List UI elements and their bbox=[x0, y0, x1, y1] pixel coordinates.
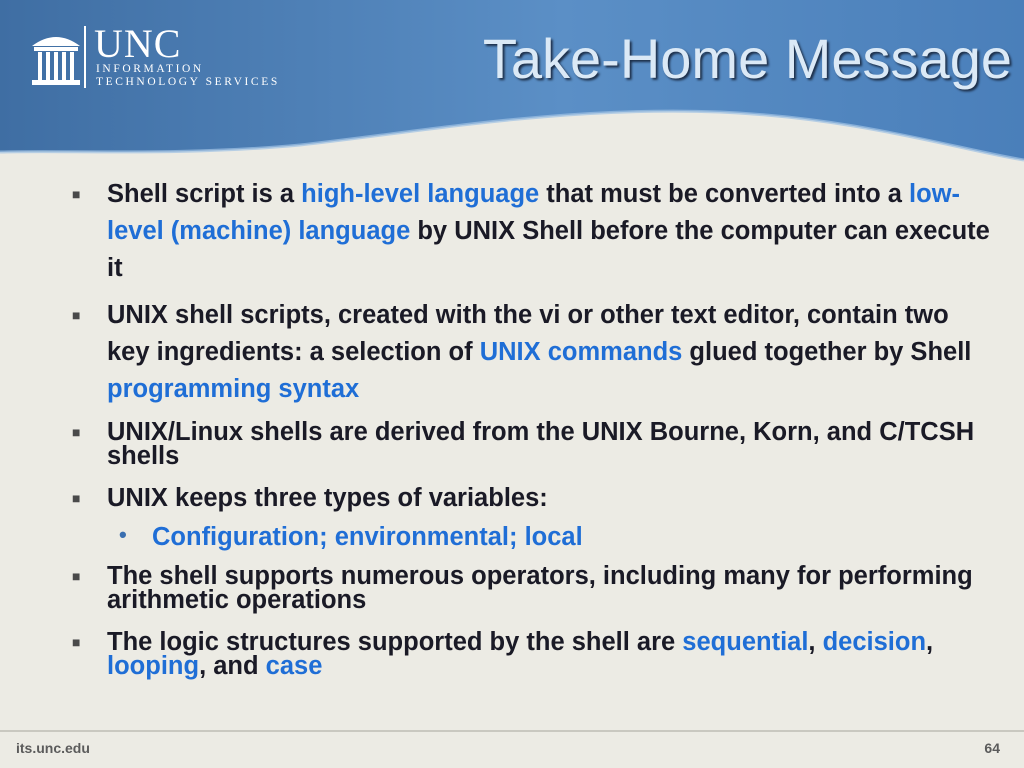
bullet-item bbox=[64, 564, 994, 612]
square-bullet-icon: ■ bbox=[72, 424, 81, 440]
bullet-text: UNIX shell scripts, created with the vi or other text editor, contain two key ingredients: a selection of bbox=[107, 301, 949, 366]
bullet-text: , bbox=[808, 628, 823, 656]
logo-divider bbox=[84, 26, 86, 88]
bullet-highlight: UNIX commands bbox=[479, 338, 683, 366]
bullet-highlight: case bbox=[265, 652, 323, 680]
old-well-icon bbox=[26, 26, 86, 90]
square-bullet-icon: ■ bbox=[72, 490, 81, 506]
bullet-text: , and bbox=[199, 652, 266, 680]
square-bullet-icon: ■ bbox=[72, 634, 81, 650]
sub-bullet-item bbox=[64, 522, 994, 552]
square-bullet-icon: ■ bbox=[72, 307, 81, 323]
square-bullet-icon: ■ bbox=[72, 186, 81, 202]
logo-line-technology-services: TECHNOLOGY SERVICES bbox=[96, 76, 280, 88]
slide-number: 64 bbox=[984, 740, 1000, 756]
bullet-text: Shell script is a bbox=[107, 180, 302, 208]
footer-divider bbox=[0, 730, 1024, 732]
dot-bullet-icon: • bbox=[119, 522, 127, 547]
bullet-list bbox=[64, 176, 994, 678]
footer-site: its.unc.edu bbox=[16, 740, 90, 756]
bullet-highlight: sequential bbox=[682, 628, 809, 656]
logo-line-information: INFORMATION bbox=[96, 63, 204, 75]
bullet-item bbox=[64, 297, 994, 408]
bullet-text: The logic structures supported by the shell are bbox=[107, 628, 683, 656]
bullet-item bbox=[64, 630, 994, 678]
bullet-text: by UNIX Shell before the computer can execute it bbox=[107, 217, 990, 282]
bullet-item bbox=[64, 176, 994, 287]
bullet-highlight: looping bbox=[107, 652, 200, 680]
logo-wordmark: UNC bbox=[94, 21, 182, 66]
bullet-text: that must be converted into a bbox=[539, 180, 910, 208]
bullet-highlight: decision bbox=[822, 628, 927, 656]
bullet-text: UNIX keeps three types of variables: bbox=[107, 484, 548, 512]
bullet-item bbox=[64, 486, 994, 510]
bullet-highlight: high-level language bbox=[301, 180, 540, 208]
bullet-text: The shell supports numerous operators, including many for performing arithmetic operations bbox=[107, 562, 973, 614]
bullet-text: , bbox=[926, 628, 934, 656]
bullet-text: UNIX/Linux shells are derived from the UNIX Bourne, Korn, and C/TCSH shells bbox=[107, 418, 975, 470]
sub-bullet-text: Configuration; environmental; local bbox=[152, 523, 583, 551]
square-bullet-icon: ■ bbox=[72, 568, 81, 584]
slide-title: Take-Home Message bbox=[482, 27, 1012, 90]
bullet-text: glued together by Shell bbox=[682, 338, 972, 366]
bullet-highlight: programming syntax bbox=[107, 375, 360, 403]
bullet-item bbox=[64, 420, 994, 468]
bullet-highlight: low-level (machine) language bbox=[107, 180, 961, 245]
